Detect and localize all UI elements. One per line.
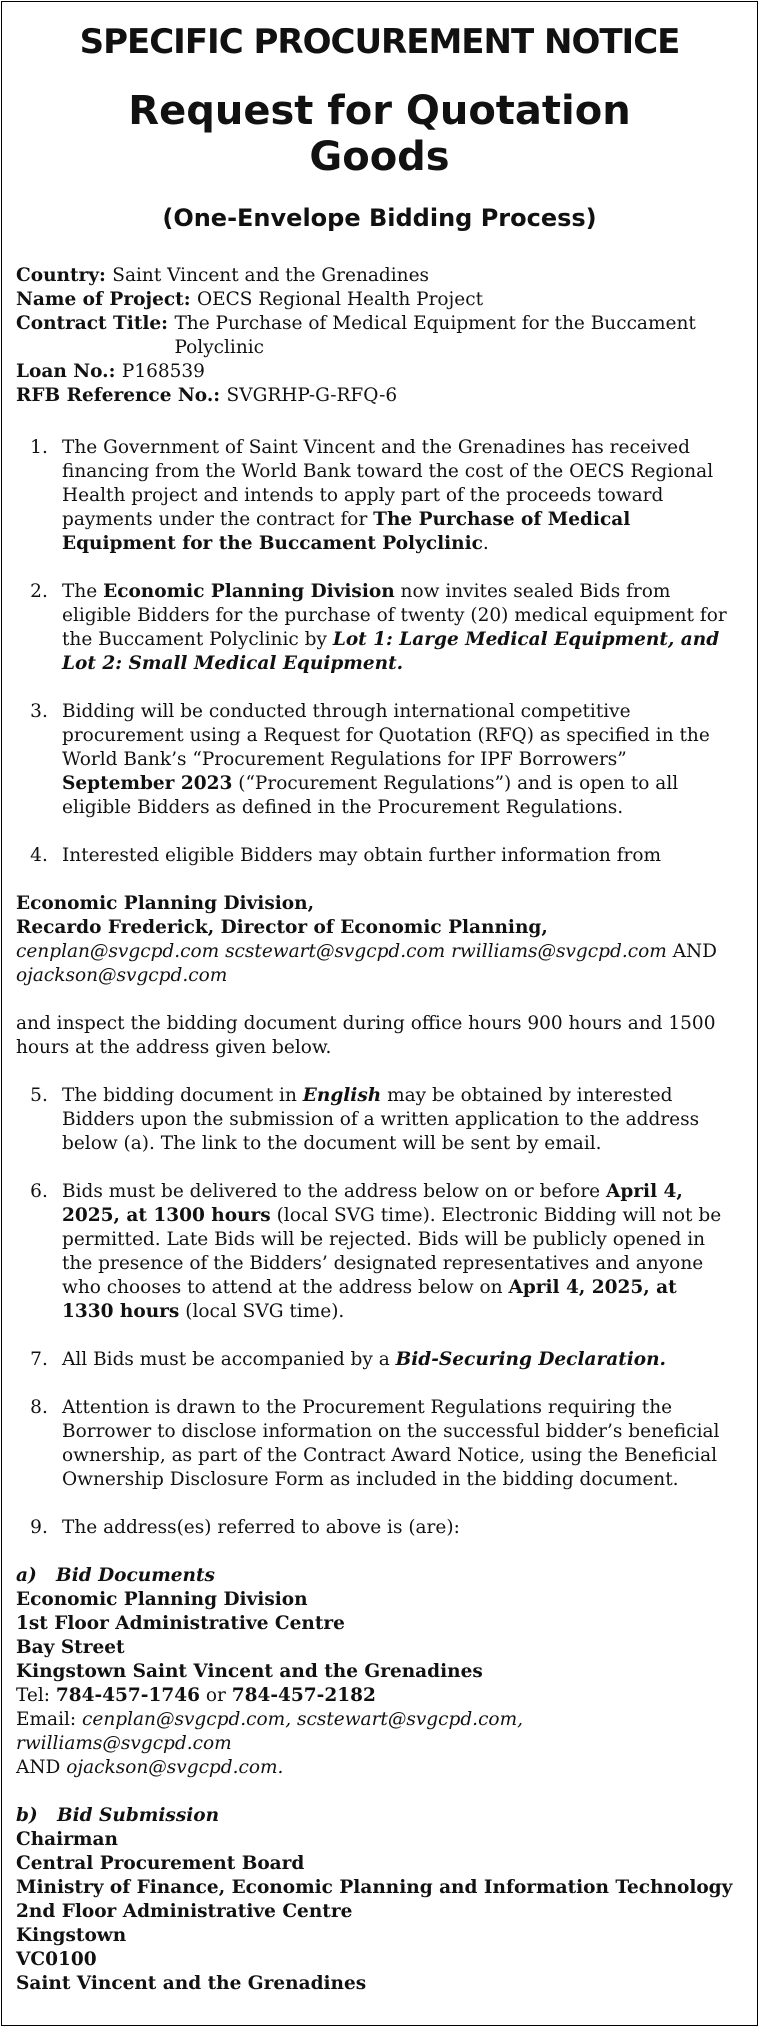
clause-text — [62, 436, 733, 556]
clause-number: 4. — [30, 845, 48, 866]
clause-3 — [16, 700, 733, 820]
clause-number: 1. — [30, 437, 48, 458]
procurement-notice — [1, 1, 758, 2026]
clause-text — [62, 700, 733, 820]
clause-text — [62, 1180, 733, 1324]
contract-value: The Purchase of Medical Equipment for the Buccament Polyclinic — [174, 313, 696, 358]
clause-5-language: English — [302, 1085, 382, 1106]
tel-label: Tel: — [16, 1685, 56, 1706]
address-line: Saint Vincent and the Grenadines — [16, 1973, 367, 1994]
clause-6-deadline: April 4, 2025, at 1300 hours — [62, 1181, 683, 1226]
inspect-text: and inspect the bidding document during office hours 900 hours and 1500 hours at the address given below. — [16, 1013, 716, 1058]
loan-value: P168539 — [121, 361, 205, 382]
contract-row — [16, 312, 743, 360]
clause-text — [62, 1084, 733, 1156]
clause-1-text: The Government of Saint Vincent and the Grenadines has received financing from the World Bank toward the cost of the OECS Regional Health project and intends to apply part of the proceeds toward payments under the contract for — [62, 437, 714, 530]
email-line-2 — [16, 1756, 743, 1780]
country-row — [16, 264, 743, 288]
project-row — [16, 288, 743, 312]
bid-documents-heading: a) Bid Documents — [16, 1565, 215, 1586]
clause-6-pre: Bids must be delivered to the address below on or before — [62, 1181, 607, 1202]
bid-documents-address — [16, 1564, 743, 1780]
contact-emails — [16, 940, 733, 988]
tel-number-2[interactable]: 784-457-2182 — [231, 1685, 376, 1706]
clause-6 — [16, 1180, 733, 1324]
clause-5-pre: The bidding document in — [62, 1085, 303, 1106]
email-last[interactable]: ojackson@svgcpd.com. — [66, 1757, 284, 1778]
loan-row — [16, 360, 743, 384]
notice-title: SPECIFIC PROCUREMENT NOTICE — [79, 22, 680, 62]
telephone-line — [16, 1684, 743, 1708]
process-heading: (One-Envelope Bidding Process) — [162, 204, 597, 232]
clause-2-lots: Lot 1: Large Medical Equipment, and Lot 2: Small Medical Equipment. — [62, 629, 720, 674]
email-label: Email: — [16, 1709, 83, 1730]
clause-5 — [16, 1084, 733, 1156]
clause-7-pre: All Bids must be accompanied by a — [62, 1349, 396, 1370]
clause-1 — [16, 436, 733, 556]
clause-text: The address(es) referred to above is (are): — [62, 1517, 460, 1538]
clause-7 — [16, 1348, 733, 1372]
clause-6-opening: April 4, 2025, at 1330 hours — [62, 1277, 677, 1322]
contact-email-list[interactable]: cenplan@svgcpd.com scstewart@svgcpd.com rwilliams@svgcpd.com — [16, 941, 667, 962]
clause-7-declaration: Bid-Securing Declaration. — [395, 1349, 666, 1370]
address-line: Economic Planning Division — [16, 1589, 308, 1610]
rfq-heading-line2: Goods — [309, 134, 450, 180]
rfb-value: SVGRHP-G-RFQ-6 — [226, 385, 398, 406]
email-line — [16, 1708, 743, 1756]
address-line: Central Procurement Board — [16, 1853, 305, 1874]
bid-submission-address — [16, 1804, 743, 1996]
clause-9 — [16, 1516, 733, 1540]
clause-2-pre: The — [62, 581, 104, 602]
clause-3-date: September 2023 — [62, 773, 233, 794]
clause-1-contract: The Purchase of Medical Equipment for the Buccament Polyclinic — [62, 509, 631, 554]
email-list[interactable]: cenplan@svgcpd.com, scstewart@svgcpd.com, rwilliams@svgcpd.com — [16, 1709, 523, 1754]
clause-number: 5. — [30, 1085, 48, 1106]
country-label: Country: — [16, 265, 113, 286]
clause-text — [62, 580, 733, 676]
address-line: Chairman — [16, 1829, 118, 1850]
address-line: 1st Floor Administrative Centre — [16, 1613, 345, 1634]
address-line: Kingstown Saint Vincent and the Grenadines — [16, 1661, 483, 1682]
clause-number: 9. — [30, 1517, 48, 1538]
clause-1-end: . — [482, 533, 489, 554]
contact-division: Economic Planning Division, — [16, 893, 315, 914]
address-line: Bay Street — [16, 1637, 125, 1658]
country-value: Saint Vincent and the Grenadines — [112, 265, 430, 286]
clause-number: 6. — [30, 1181, 48, 1202]
clause-text: Interested eligible Bidders may obtain further information from — [62, 845, 662, 866]
loan-label: Loan No.: — [16, 361, 122, 382]
tel-number-1[interactable]: 784-457-1746 — [55, 1685, 200, 1706]
rfb-label: RFB Reference No.: — [16, 385, 227, 406]
contact-block — [16, 892, 733, 1060]
project-label: Name of Project: — [16, 289, 197, 310]
email-and: AND — [16, 1757, 67, 1778]
address-line: Ministry of Finance, Economic Planning and Information Technology — [16, 1877, 733, 1898]
contact-person: Recardo Frederick, Director of Economic Planning, — [16, 917, 548, 938]
project-value: OECS Regional Health Project — [196, 289, 484, 310]
clause-3-end: (“Procurement Regulations”) and is open to all eligible Bidders as defined in the Procurement Regulations. — [62, 773, 679, 818]
clause-5-text: may be obtained by interested Bidders upon the submission of a written application to the address below (a). The link to the document will be sent by email. — [62, 1085, 700, 1154]
clause-3-text: Bidding will be conducted through international competitive procurement using a Request for Quotation (RFQ) as specified in the World Bank’s “Procurement Regulations for IPF Borrowers” — [62, 701, 710, 770]
clause-2 — [16, 580, 733, 676]
address-line: 2nd Floor Administrative Centre — [16, 1901, 353, 1922]
address-line: VC0100 — [16, 1949, 97, 1970]
notice-metadata — [16, 264, 743, 408]
clause-6-end: (local SVG time). — [179, 1301, 345, 1322]
rfb-row — [16, 384, 743, 408]
clause-number: 2. — [30, 581, 48, 602]
contact-and: AND — [666, 941, 718, 962]
rfq-heading-line1: Request for Quotation — [128, 88, 631, 134]
rfq-heading — [2, 88, 757, 180]
clause-number: 8. — [30, 1397, 48, 1418]
address-line: Kingstown — [16, 1925, 127, 1946]
clause-4 — [16, 844, 733, 868]
clause-8 — [16, 1396, 733, 1492]
clause-2-division: Economic Planning Division — [103, 581, 395, 602]
contact-email-last[interactable]: ojackson@svgcpd.com — [16, 965, 228, 986]
clause-text — [62, 1348, 733, 1372]
clause-6-mid: (local SVG time). Electronic Bidding will not be permitted. Late Bids will be rejected. Bids will be publicly opened in the presence of the Bidders’ designated representatives and anyone who chooses to attend at the address below on — [62, 1205, 722, 1298]
clause-2-text: now invites sealed Bids from eligible Bidders for the purchase of twenty (20) medical equipment for the Buccament Polyclinic by — [62, 581, 727, 650]
tel-or: or — [199, 1685, 232, 1706]
bid-submission-heading: b) Bid Submission — [16, 1805, 220, 1826]
notice-clauses — [16, 436, 733, 868]
clause-text: Attention is drawn to the Procurement Regulations requiring the Borrower to disclose information on the successful bidder’s beneficial ownership, as part of the Contract Award Notice, using the Beneficial Ownership Disclosure Form as included in the bidding document. — [62, 1397, 720, 1490]
clause-number: 7. — [30, 1349, 48, 1370]
contract-label: Contract Title: — [16, 313, 175, 334]
clause-number: 3. — [30, 701, 48, 722]
notice-clauses-continued — [16, 1084, 733, 1540]
